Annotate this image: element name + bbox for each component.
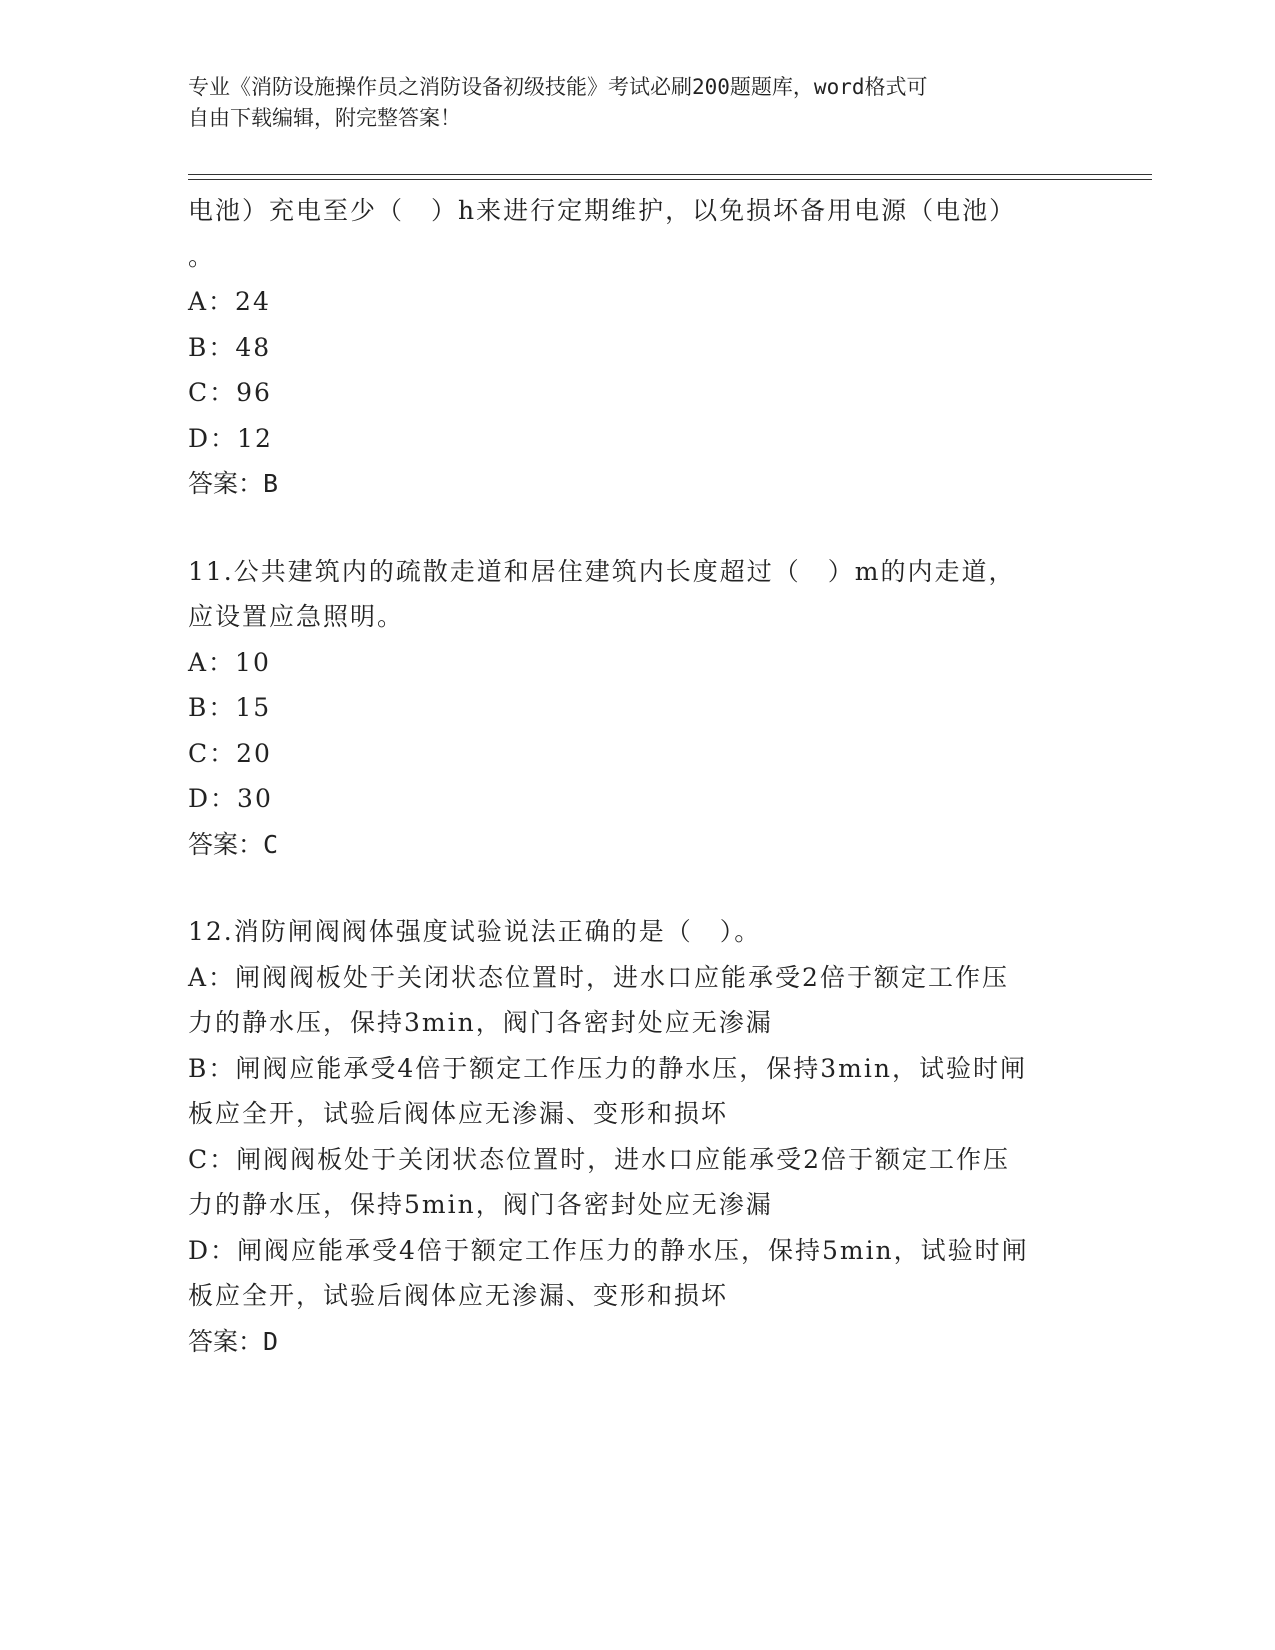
option-b: B：15 bbox=[188, 693, 272, 722]
document-header bbox=[188, 72, 1088, 134]
option-d: D：30 bbox=[188, 784, 273, 813]
question-10 bbox=[188, 188, 1088, 507]
spacer bbox=[188, 867, 1088, 909]
question-list bbox=[188, 188, 1088, 1364]
option-c: C：96 bbox=[188, 378, 272, 407]
question-stem-line: 12.消防闸阀阀体强度试验说法正确的是（ ）。 bbox=[188, 917, 762, 946]
option-b: B：48 bbox=[188, 332, 272, 362]
answer-label: 答案：D bbox=[188, 1326, 279, 1356]
question-stem-line: 。 bbox=[188, 241, 216, 271]
answer-label: 答案：C bbox=[188, 829, 279, 859]
option-a: A：24 bbox=[188, 287, 271, 316]
question-stem-line: 11.公共建筑内的疏散走道和居住建筑内长度超过（ ）m的内走道， bbox=[188, 556, 1016, 586]
option-a-line-2: 力的静水压，保持3min，阀门各密封处应无渗漏 bbox=[188, 1008, 773, 1037]
header-rule-top bbox=[188, 174, 1152, 175]
option-b-line-1: B：闸阀应能承受4倍于额定工作压力的静水压，保持3min，试验时闸 bbox=[188, 1053, 1027, 1083]
question-11 bbox=[188, 549, 1088, 868]
answer-label: 答案：B bbox=[188, 469, 279, 498]
header-line-1: 专业《消防设施操作员之消防设备初级技能》考试必刷200题题库，word格式可 bbox=[188, 75, 928, 99]
header-line-2: 自由下载编辑，附完整答案！ bbox=[188, 106, 461, 130]
option-a: A：10 bbox=[188, 647, 271, 677]
option-a-line-1: A：闸阀阀板处于关闭状态位置时，进水口应能承受2倍于额定工作压 bbox=[188, 962, 1009, 992]
option-b-line-2: 板应全开，试验后阀体应无渗漏、变形和损坏 bbox=[188, 1099, 729, 1128]
header-rule-bottom bbox=[188, 179, 1152, 180]
option-c: C：20 bbox=[188, 738, 272, 768]
spacer bbox=[188, 507, 1088, 549]
option-d: D：12 bbox=[188, 423, 273, 453]
question-stem-line: 电池）充电至少（ ）h来进行定期维护，以免损坏备用电源（电池） bbox=[188, 196, 1017, 225]
option-c-line-2: 力的静水压，保持5min，阀门各密封处应无渗漏 bbox=[188, 1190, 773, 1219]
option-d-line-1: D：闸阀应能承受4倍于额定工作压力的静水压，保持5min，试验时闸 bbox=[188, 1235, 1029, 1265]
question-stem-line: 应设置应急照明。 bbox=[188, 602, 405, 631]
question-12 bbox=[188, 909, 1088, 1364]
option-c-line-1: C：闸阀阀板处于关闭状态位置时，进水口应能承受2倍于额定工作压 bbox=[188, 1144, 1011, 1174]
option-d-line-2: 板应全开，试验后阀体应无渗漏、变形和损坏 bbox=[188, 1281, 729, 1310]
